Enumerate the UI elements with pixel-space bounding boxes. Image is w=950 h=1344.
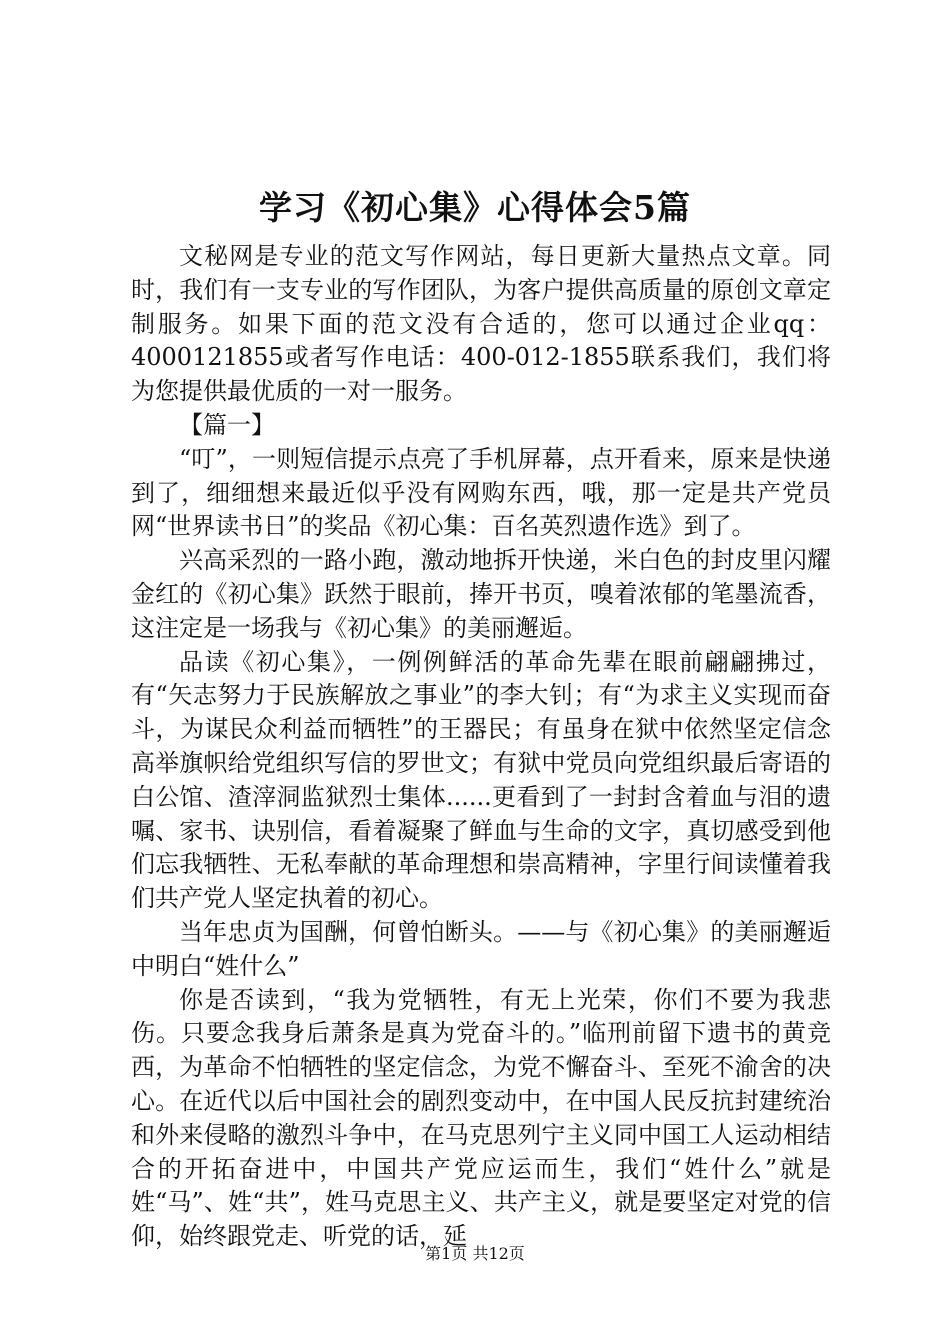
page-number-footer: 第1页 共12页 [425,1244,525,1263]
paragraph-subheading: 当年忠贞为国酬，何曾怕断头。——与《初心集》的美丽邂逅中明白“姓什么” [131,917,831,980]
paragraph-intro: 文秘网是专业的范文写作网站，每日更新大量热点文章。同时，我们有一支专业的写作团队，为客户提供高质量的原创文章定制服务。如果下面的范文没有合适的，您可以通过企业qq：4000121855或者写作电话：400-012-1855联系我们，我们将为您提供最优质的一对一服务。 [131,242,831,406]
paragraph: 兴高采烈的一路小跑，激动地拆开快递，米白色的封皮里闪耀金红的《初心集》跃然于眼前，捧开书页，嗅着浓郁的笔墨流香，这注定是一场我与《初心集》的美丽邂逅。 [131,546,831,642]
document-body [131,240,831,1254]
document-title: 学习《初心集》心得体会5篇 [259,188,691,227]
paragraph: 你是否读到，“我为党牺牲，有无上光荣，你们不要为我悲伤。只要念我身后萧条是真为党奋斗的。”临刑前留下遗书的黄竞西，为革命不怕牺牲的坚定信念，为党不懈奋斗、至死不渝舍的决心。在近代以后中国社会的剧烈变动中，在中国人民反抗封建统治和外来侵略的激烈斗争中，在马克思列宁主义同中国工人运动相结合的开拓奋进中，中国共产党应运而生，我们“姓什么”就是姓“马”、姓“共”，姓马克思主义、共产主义，就是要坚定对党的信仰，始终跟党走、听党的话，延 [131,985,831,1251]
section-heading: 【篇一】 [179,410,275,439]
paragraph: “叮”，一则短信提示点亮了手机屏幕，点开看来，原来是快递到了，细细想来最近似乎没有网购东西，哦，那一定是共产党员网“世界读书日”的奖品《初心集：百名英烈遗作选》到了。 [131,444,831,541]
paragraph: 品读《初心集》，一例例鲜活的革命先辈在眼前翩翩拂过，有“矢志努力于民族解放之事业”的李大钊；有“为求主义实现而奋斗，为谋民众利益而牺牲”的王器民；有虽身在狱中依然坚定信念高举旗帜给党组织写信的罗世文；有狱中党员向党组织最后寄语的白公馆、渣滓洞监狱烈士集体......更看到了一封封含着血与泪的遗嘱、家书、诀别信，看着凝聚了鲜血与生命的文字，真切感受到他们忘我牺牲、无私奉献的革命理想和崇高精神，字里行间读懂着我们共产党人坚定执着的初心。 [131,647,831,913]
